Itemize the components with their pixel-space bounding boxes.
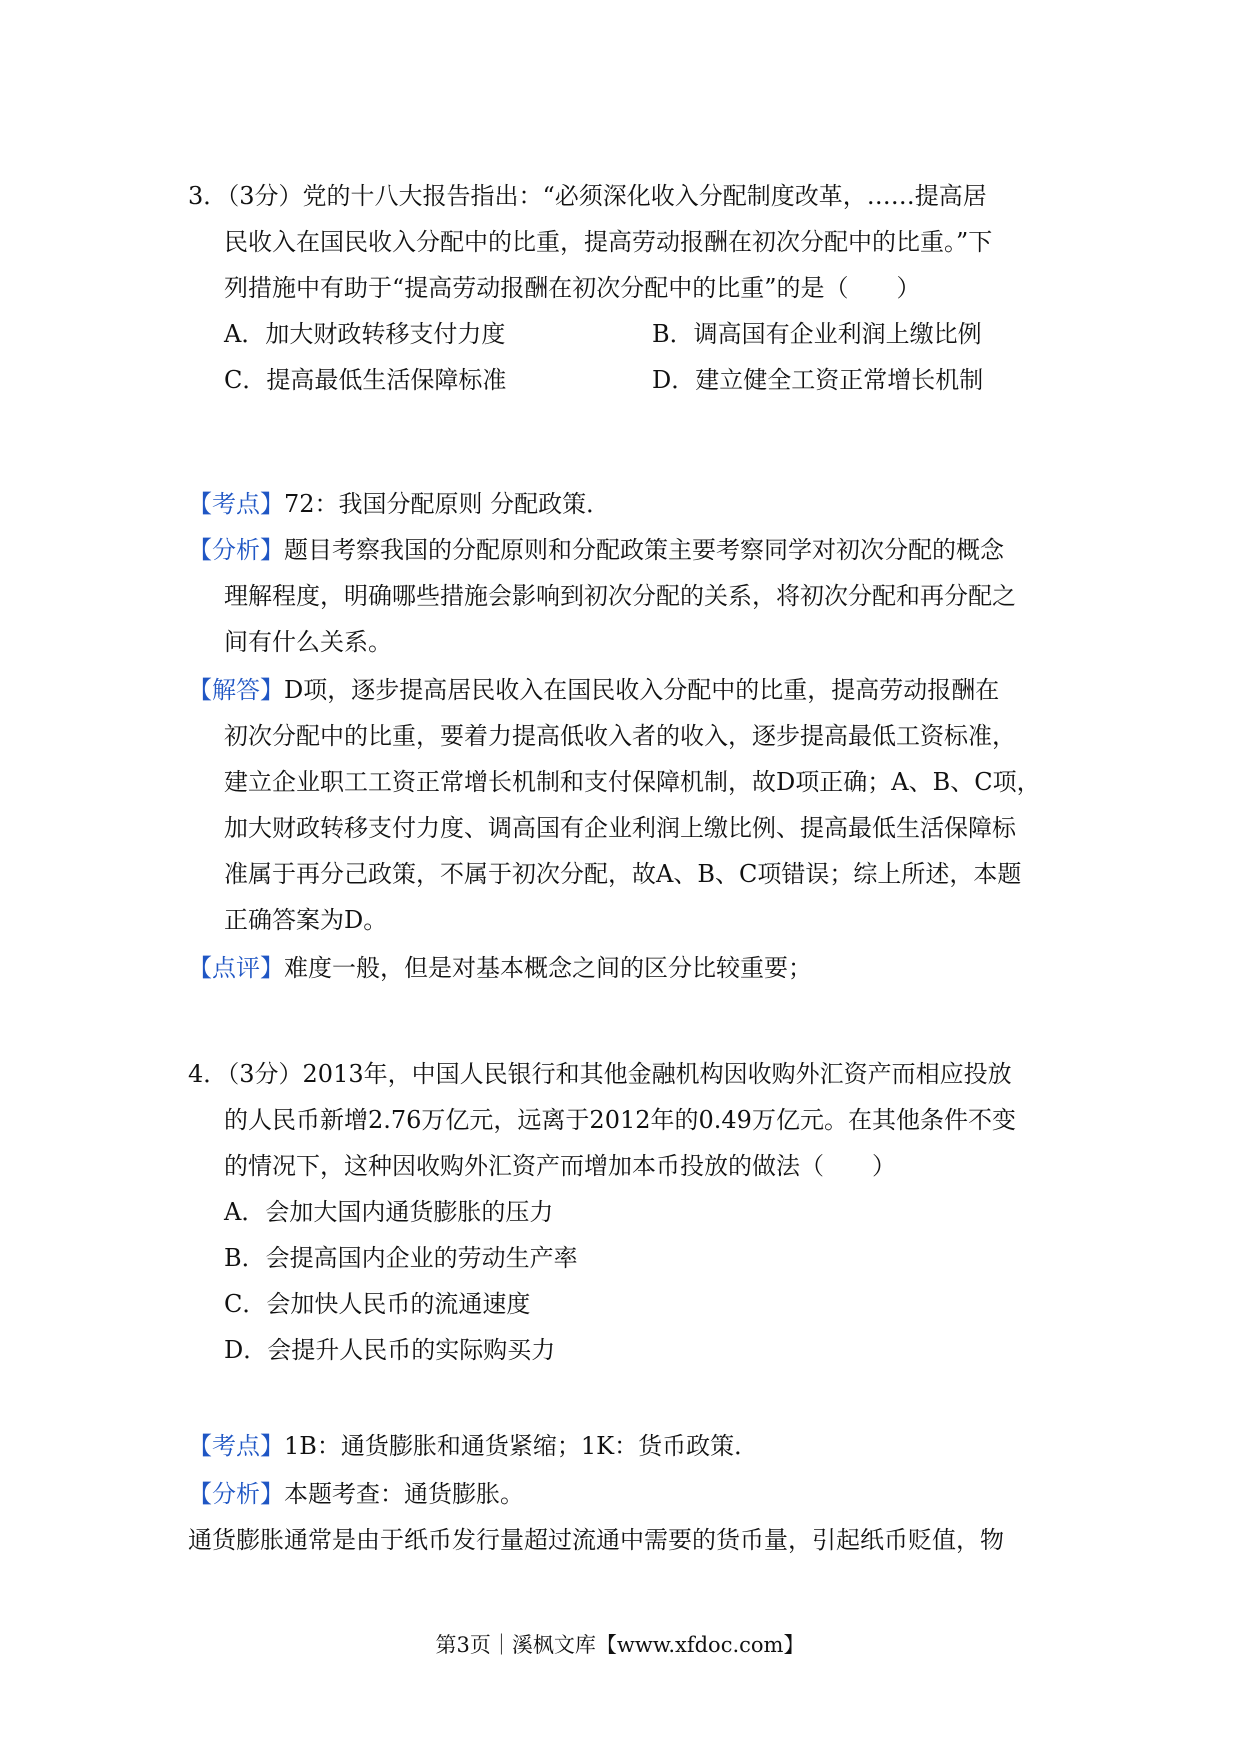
q3-fenxi-line-3: 间有什么关系。 xyxy=(224,628,392,656)
q4-stem-line-3: 的情况下，这种因收购外汇资产而增加本币投放的做法（ ） xyxy=(224,1152,896,1180)
q4-kaodian-label: 【考点】 xyxy=(188,1432,284,1460)
q3-jieda-line-2: 初次分配中的比重，要着力提高低收入者的收入，逐步提高最低工资标准， xyxy=(224,722,1016,750)
q4-kaodian xyxy=(188,1428,758,1464)
q3-kaodian-text: 72：我国分配原则 分配政策． xyxy=(284,490,611,518)
q3-kaodian-label: 【考点】 xyxy=(188,490,284,518)
q3-option-d: D．建立健全工资正常增长机制 xyxy=(652,366,984,394)
q4-kaodian-text: 1B：通货膨胀和通货紧缩；1K：货币政策． xyxy=(284,1432,759,1460)
q3-stem-line-2: 民收入在国民收入分配中的比重，提高劳动报酬在初次分配中的比重。”下 xyxy=(224,228,993,256)
q3-jieda-line-1: D项，逐步提高居民收入在国民收入分配中的比重，提高劳动报酬在 xyxy=(284,676,1000,704)
q3-dianping xyxy=(188,950,812,986)
q3-stem-line-1: 3．（3分）党的十八大报告指出：“必须深化收入分配制度改革，……提高居 xyxy=(188,182,987,210)
q4-fenxi-text: 本题考查：通货膨胀。 xyxy=(284,1480,524,1508)
q3-jieda-label: 【解答】 xyxy=(188,676,284,704)
q3-fenxi-line-1: 题目考察我国的分配原则和分配政策主要考察同学对初次分配的概念 xyxy=(284,536,1004,564)
q4-fenxi-label: 【分析】 xyxy=(188,1480,284,1508)
q3-stem-line-3: 列措施中有助于“提高劳动报酬在初次分配中的比重”的是（ ） xyxy=(224,274,921,302)
q4-option-d: D．会提升人民币的实际购买力 xyxy=(224,1336,556,1364)
q3-option-c: C．提高最低生活保障标准 xyxy=(224,366,507,394)
q4-option-a: A．会加大国内通货膨胀的压力 xyxy=(224,1198,554,1226)
q4-option-b: B．会提高国内企业的劳动生产率 xyxy=(224,1244,578,1272)
q3-kaodian xyxy=(188,486,610,522)
q3-fenxi-line-2: 理解程度，明确哪些措施会影响到初次分配的关系，将初次分配和再分配之 xyxy=(224,582,1016,610)
q3-jieda xyxy=(188,672,999,708)
q4-option-c: C．会加快人民币的流通速度 xyxy=(224,1290,531,1318)
q4-fenxi xyxy=(188,1476,524,1512)
q3-dianping-text: 难度一般，但是对基本概念之间的区分比较重要； xyxy=(284,954,812,982)
q4-stem-line-2: 的人民币新增2.76万亿元，远离于2012年的0.49万亿元。在其他条件不变 xyxy=(224,1106,1016,1134)
q3-jieda-line-6: 正确答案为D。 xyxy=(224,906,388,934)
page-footer: 第3页｜溪枫文库【www.xfdoc.com】 xyxy=(435,1633,805,1657)
q3-fenxi-label: 【分析】 xyxy=(188,536,284,564)
q4-stem-line-1: 4．（3分）2013年，中国人民银行和其他金融机构因收购外汇资产而相应投放 xyxy=(188,1060,1012,1088)
q3-option-a: A．加大财政转移支付力度 xyxy=(224,320,506,348)
q3-fenxi xyxy=(188,532,1004,568)
q3-option-b: B．调高国有企业利润上缴比例 xyxy=(652,320,982,348)
q3-dianping-label: 【点评】 xyxy=(188,954,284,982)
q3-jieda-line-4: 加大财政转移支付力度、调高国有企业利润上缴比例、提高最低生活保障标 xyxy=(224,814,1016,842)
q3-jieda-line-5: 准属于再分己政策，不属于初次分配，故A、B、C项错误；综上所述，本题 xyxy=(224,860,1022,888)
q3-jieda-line-3: 建立企业职工工资正常增长机制和支付保障机制，故D项正确；A、B、C项， xyxy=(224,768,1041,796)
q4-analysis-paragraph: 通货膨胀通常是由于纸币发行量超过流通中需要的货币量，引起纸币贬值，物 xyxy=(188,1526,1004,1554)
